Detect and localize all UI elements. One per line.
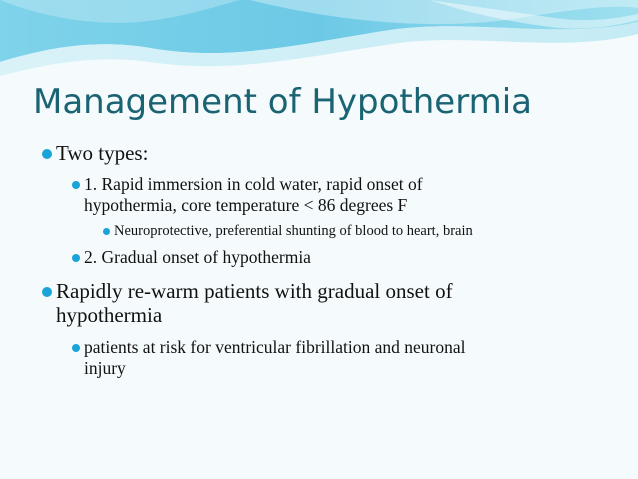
bullet-neuroprotective [114,222,473,240]
bullet-gradual-onset [84,247,311,268]
bullet-text: hypothermia, core temperature < 86 degrees F [84,195,408,215]
bullet-text: patients at risk for ventricular fibrillation and neuronal [84,337,466,357]
slide-title: Management of Hypothermia [33,82,533,122]
bullet-icon [42,287,52,297]
bullet-icon [72,181,80,189]
bullet-icon [42,149,52,159]
bullet-text: Rapidly re-warm patients with gradual onset of [56,279,453,303]
bullet-text: Neuroprotective, preferential shunting of blood to heart, brain [114,223,473,239]
bullet-text: 2. Gradual onset of hypothermia [84,247,311,267]
bullet-icon [103,228,110,235]
bullet-two-types [56,141,148,165]
bullet-icon [72,254,80,262]
bullet-rewarm [56,279,453,327]
bullet-text: injury [84,358,126,378]
bullet-text: 1. Rapid immersion in cold water, rapid onset of [84,174,423,194]
bullet-text: hypothermia [56,303,163,327]
bullet-patients-at-risk [84,337,465,379]
bullet-rapid-immersion [84,174,423,216]
bullet-icon [72,344,80,352]
bullet-text: Two types: [56,141,149,165]
